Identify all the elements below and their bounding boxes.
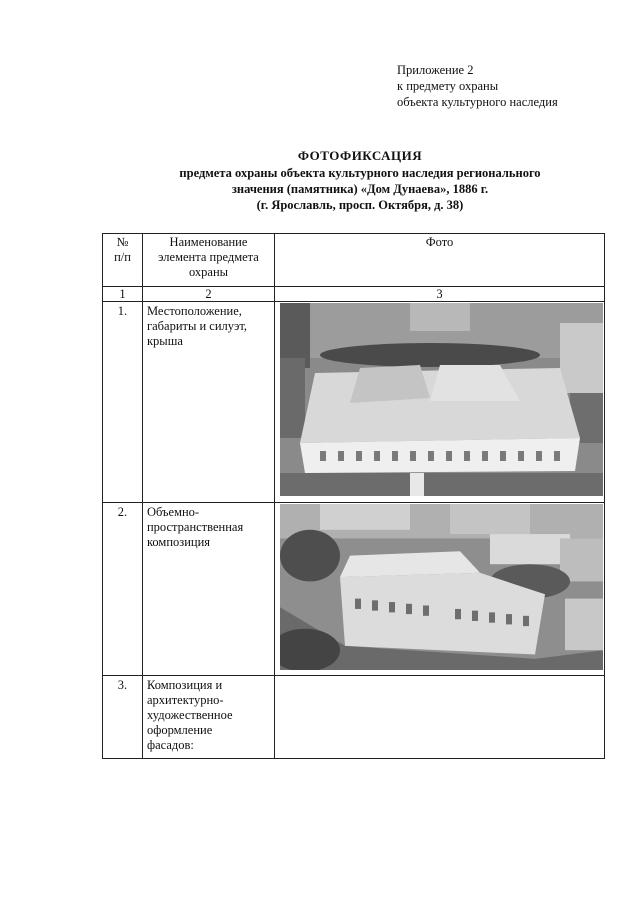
appendix-note: [397, 62, 558, 110]
table-row: [103, 503, 605, 676]
row-photo-cell-empty: [275, 676, 605, 759]
table-header-row: [103, 234, 605, 287]
row-name-line: архитектурно-: [146, 693, 224, 707]
row-element-name: [142, 676, 274, 759]
photo-table: [102, 233, 605, 759]
heading-line-1: предмета охраны объекта культурного наследия регионального: [179, 166, 541, 180]
document-title: ФОТОФИКСАЦИЯ: [297, 148, 423, 163]
header-number: [103, 234, 143, 287]
row-name-line: крыша: [146, 334, 183, 348]
row-number: 3.: [103, 676, 143, 759]
row-name-line: Местоположение,: [146, 304, 242, 318]
header-number-symbol: №: [116, 235, 129, 249]
header-element-name: [142, 234, 274, 287]
column-index-2: 2: [142, 287, 274, 302]
header-name-line-2: элемента предмета: [158, 250, 259, 264]
aerial-roof-photo: [280, 303, 603, 496]
row-photo-cell: [275, 302, 605, 503]
column-index-1: 1: [103, 287, 143, 302]
appendix-line-2: к предмету охраны: [397, 79, 499, 93]
row-name-line: фасадов:: [146, 738, 194, 752]
aerial-street-photo: [280, 504, 603, 670]
row-name-line: Объемно-: [146, 505, 200, 519]
heading-line-2: значения (памятника) «Дом Дунаева», 1886 г.: [231, 182, 489, 196]
heading-line-3: (г. Ярославль, просп. Октября, д. 38): [256, 198, 464, 212]
row-number: 2.: [103, 503, 143, 676]
row-name-line: габариты и силуэт,: [146, 319, 248, 333]
column-index-row: [103, 287, 605, 302]
row-name-line: оформление: [146, 723, 213, 737]
header-name-line-3: охраны: [188, 265, 229, 279]
row-name-line: пространственная: [146, 520, 244, 534]
table-row: [103, 676, 605, 759]
row-number: 1.: [103, 302, 143, 503]
appendix-line-3: объекта культурного наследия: [397, 95, 558, 109]
header-name-line-1: Наименование: [169, 235, 248, 249]
row-element-name: [142, 302, 274, 503]
row-name-line: Композиция и: [146, 678, 223, 692]
row-name-line: художественное: [146, 708, 233, 722]
column-index-3: 3: [275, 287, 605, 302]
table-row: [103, 302, 605, 503]
header-photo: Фото: [275, 234, 605, 287]
document-heading: [100, 148, 620, 213]
row-photo-cell: [275, 503, 605, 676]
row-name-line: композиция: [146, 535, 211, 549]
header-number-abbr: п/п: [114, 250, 131, 264]
appendix-line-1: Приложение 2: [397, 63, 474, 77]
row-element-name: [142, 503, 274, 676]
